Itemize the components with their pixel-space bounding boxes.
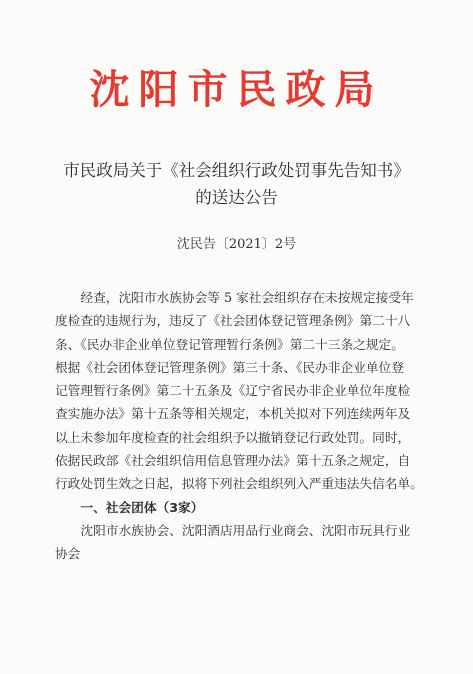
paragraph-line: 经查，沈阳市水族协会等 5 家社会组织存在未按规定接受年 [80, 290, 414, 305]
paragraph-line: 依据民政部《社会组织信用信息管理办法》第十五条之规定，自 [55, 453, 411, 469]
paragraph-line: 沈阳市水族协会、沈阳酒店用品行业商会、沈阳市玩具行业 [80, 522, 411, 538]
paragraph-line: 记管理暂行条例》第二十五条及《辽宁省民办非企业单位年度检 [55, 383, 411, 399]
section-1-content [55, 519, 420, 566]
notice-title-line-1: 市民政局关于《社会组织行政处罚事先告知书》 [63, 161, 410, 180]
notice-title [0, 157, 473, 211]
section-heading: 一、社会团体（3家） [80, 499, 204, 515]
paragraph-1 [55, 286, 423, 496]
paragraph-line: 以上未参加年度检查的社会组织予以撤销登记行政处罚。同时， [55, 429, 411, 445]
paragraph-line: 根据《社会团体登记管理条例》第三十条、《民办非企业单位登 [55, 359, 404, 375]
notice-title-line-2: 的送达公告 [195, 188, 278, 207]
body-text [55, 286, 423, 566]
paragraph-line: 查实施办法》第十五条等相关规定，本机关拟对下列连续两年及 [55, 406, 411, 422]
masthead-title: 沈阳市民政局 [89, 66, 384, 113]
paragraph-line: 度检查的违规行为，违反了《社会团体登记管理条例》第二十八 [55, 313, 411, 329]
paragraph-line: 条、《民办非企业单位登记管理暂行条例》第二十三条之规定。 [55, 336, 404, 352]
paragraph-line: 协会 [55, 546, 81, 562]
paragraph-line: 行政处罚生效之日起，拟将下列社会组织列入严重违法失信名单。 [55, 476, 423, 492]
document-number: 沈民告〔2021〕2号 [176, 237, 297, 252]
